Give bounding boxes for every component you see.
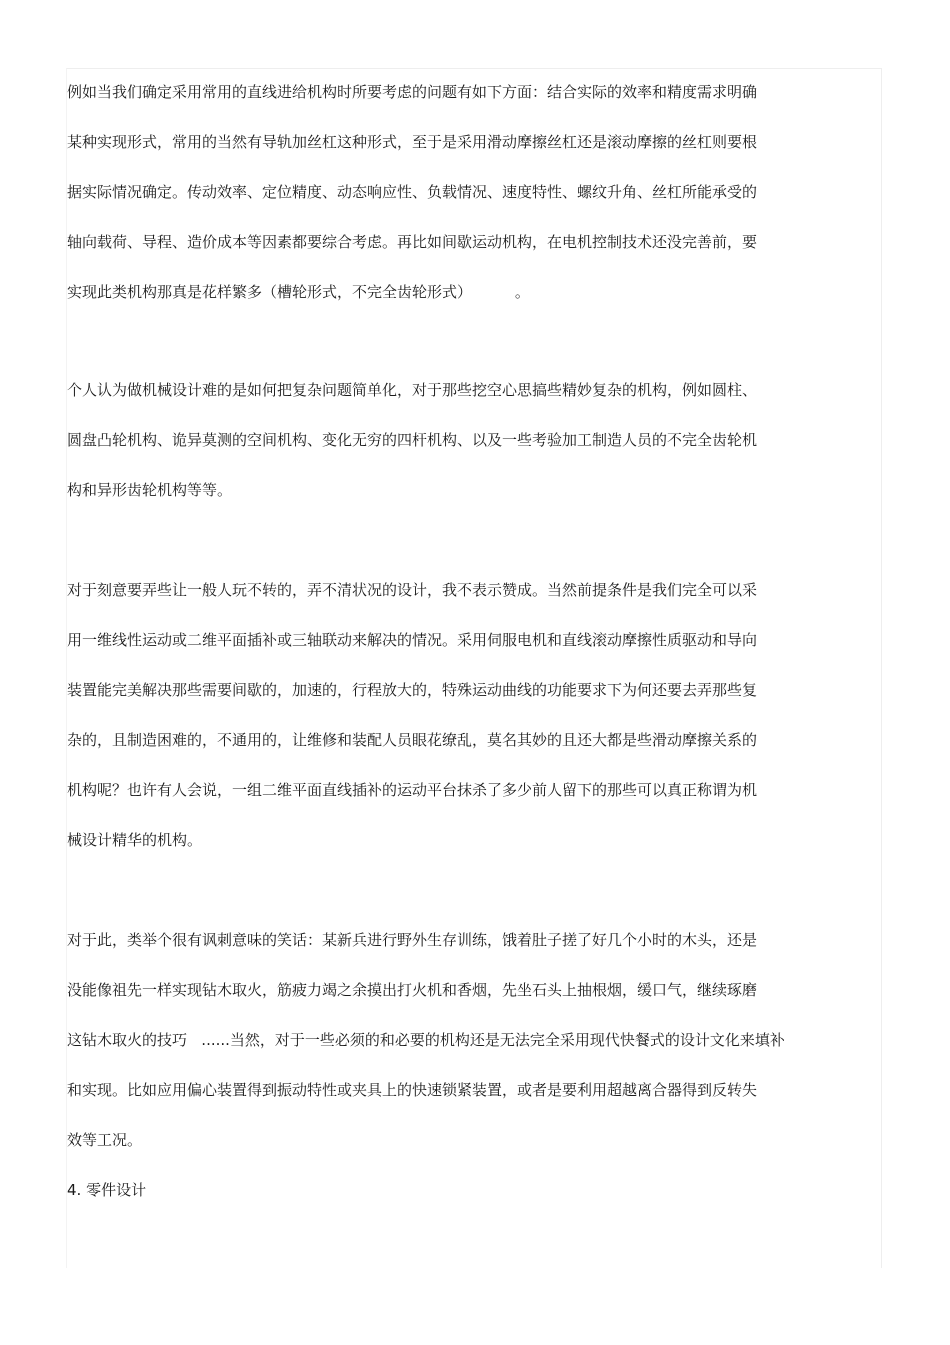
- paragraph-1-line-1: 例如当我们确定采用常用的直线进给机构时所要考虑的问题有如下方面：结合实际的效率和精度需求明确: [67, 83, 758, 101]
- section-heading: 4. 零件设计: [67, 1181, 147, 1199]
- paragraph-3-line-3: 装置能完美解决那些需要间歇的，加速的，行程放大的，特殊运动曲线的功能要求下为何还要去弄那些复: [67, 681, 758, 699]
- paragraph-4-line-1: 对于此，类举个很有讽刺意味的笑话：某新兵进行野外生存训练，饿着肚子搓了好几个小时的木头，还是: [67, 931, 758, 949]
- paragraph-1-line-5: 实现此类机构那真是花样繁多（槽轮形式，不完全齿轮形式） 。: [67, 283, 530, 301]
- paragraph-3-line-1: 对于刻意要弄些让一般人玩不转的，弄不清状况的设计，我不表示赞成。当然前提条件是我们完全可以采: [67, 581, 758, 599]
- paragraph-3-line-6: 械设计精华的机构。: [67, 831, 203, 849]
- paragraph-2-line-1: 个人认为做机械设计难的是如何把复杂问题简单化，对于那些挖空心思搞些精妙复杂的机构，例如圆柱、: [67, 381, 758, 399]
- paragraph-2-line-3: 构和异形齿轮机构等等。: [67, 481, 233, 499]
- paragraph-1-line-3: 据实际情况确定。传动效率、定位精度、动态响应性、负载情况、速度特性、螺纹升角、丝杠所能承受的: [67, 183, 758, 201]
- paragraph-3-line-4: 杂的，且制造困难的，不通用的，让维修和装配人员眼花缭乱，莫名其妙的且还大都是些滑动摩擦关系的: [67, 731, 758, 749]
- paragraph-3-line-5: 机构呢？也许有人会说，一组二维平面直线插补的运动平台抹杀了多少前人留下的那些可以真正称谓为机: [67, 781, 758, 799]
- paragraph-2-line-2: 圆盘凸轮机构、诡异莫测的空间机构、变化无穷的四杆机构、以及一些考验加工制造人员的不完全齿轮机: [67, 431, 758, 449]
- paragraph-4-line-3: 这钻木取火的技巧 ......当然，对于一些必须的和必要的机构还是无法完全采用现代快餐式的设计文化来填补: [67, 1031, 785, 1049]
- paragraph-1-line-2: 某种实现形式，常用的当然有导轨加丝杠这种形式，至于是采用滑动摩擦丝杠还是滚动摩擦的丝杠则要根: [67, 133, 758, 151]
- paragraph-3-line-2: 用一维线性运动或二维平面插补或三轴联动来解决的情况。采用伺服电机和直线滚动摩擦性质驱动和导向: [67, 631, 758, 649]
- paragraph-4-line-4: 和实现。比如应用偏心装置得到振动特性或夹具上的快速锁紧装置，或者是要利用超越离合器得到反转失: [67, 1081, 758, 1099]
- paragraph-4-line-5: 效等工况。: [67, 1131, 143, 1149]
- paragraph-1-line-4: 轴向载荷、导程、造价成本等因素都要综合考虑。再比如间歇运动机构，在电机控制技术还没完善前，要: [67, 233, 758, 251]
- paragraph-4-line-2: 没能像祖先一样实现钻木取火，筋疲力竭之余摸出打火机和香烟，先坐石头上抽根烟，缓口气，继续琢磨: [67, 981, 758, 999]
